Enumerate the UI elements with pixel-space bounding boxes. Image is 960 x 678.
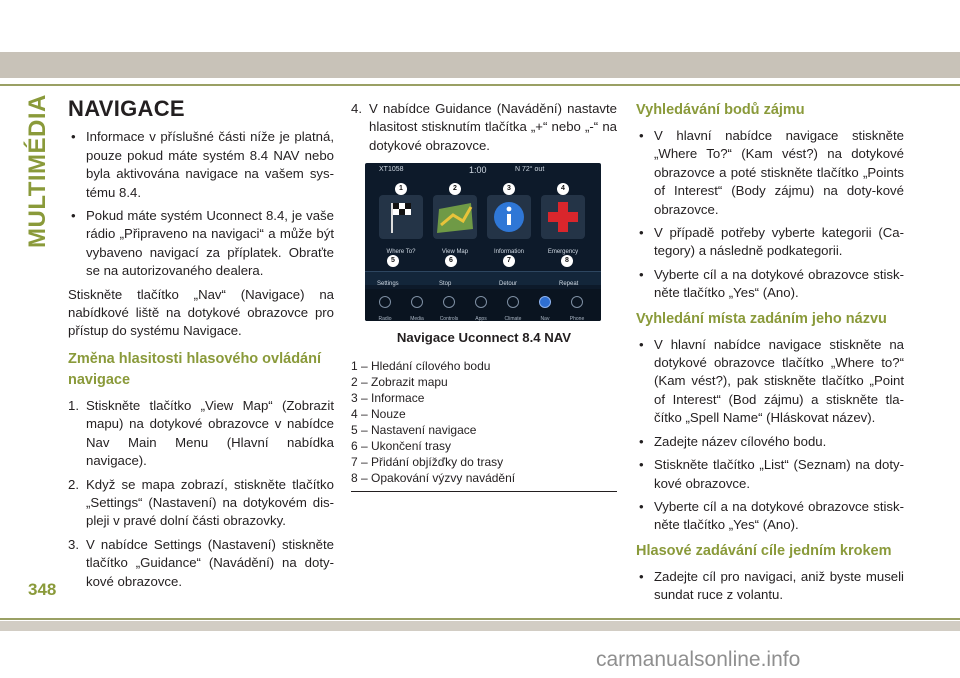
legend-item: 3 – Informace (351, 390, 425, 405)
view-map-icon (433, 195, 477, 239)
list-item: • Zadejte název cílového bodu. (636, 433, 904, 451)
section-title: Změna hlasitosti hlasového ovládání navigace (68, 350, 322, 388)
screen-bottom-menu (365, 289, 601, 321)
tile-label: View Map (441, 249, 469, 256)
footer-band (0, 621, 960, 631)
intro-bullets (68, 128, 334, 280)
list-item: • V hlavní nabídce navigace stiskněte na dotykové obrazovce tlačítko „Where to?“ (Kam vést?), pak stiskněte tlačítko „Point of Interest“ (Bod zájmu) a stiskněte tla-čítko „Spell Name“ (Hláskovat název). (636, 336, 904, 428)
radio-icon (379, 296, 391, 308)
figure-caption: Navigace Uconnect 8.4 NAV (396, 330, 572, 346)
section-bullets (636, 568, 904, 605)
tile-label: Where To? (386, 249, 416, 256)
step-number: 4. (351, 101, 362, 116)
menu-label: Media (410, 316, 424, 322)
action-label: Detour (499, 281, 518, 288)
action-label: Repeat (559, 281, 579, 288)
section-title: Vyhledávání bodů zájmu (636, 102, 805, 118)
callout-marker: 5 (387, 255, 399, 267)
menu-label: Controls (439, 316, 459, 322)
page-title: NAVIGACE (68, 96, 185, 121)
where-to-icon (379, 195, 423, 239)
legend-item: 2 – Zobrazit mapu (351, 374, 448, 389)
apps-icon (475, 296, 487, 308)
menu-label: Radio (378, 316, 392, 322)
steps-list (68, 397, 334, 591)
action-label: Stop (439, 281, 452, 288)
information-icon (487, 195, 531, 239)
list-item (351, 100, 617, 155)
screen-action-bar (365, 271, 601, 288)
list-item (68, 397, 334, 471)
media-icon (411, 296, 423, 308)
callout-marker: 2 (449, 183, 461, 195)
list-item: • Stiskněte tlačítko „List“ (Seznam) na doty-kové obrazovce. (636, 456, 904, 493)
footer-rule (0, 618, 960, 620)
section-bullets (636, 127, 904, 303)
legend-item: 4 – Nouze (351, 406, 406, 421)
legend-item: 6 – Ukončení trasy (351, 438, 452, 453)
step-number: 3. (68, 536, 79, 552)
tile-label: Emergency (547, 249, 579, 256)
legend-item: 5 – Nastavení navigace (351, 422, 477, 437)
list-item: • Vyberte cíl a na dotykové obrazovce stisk-něte tlačítko „Yes“ (Ano). (636, 498, 904, 535)
legend-item: 1 – Hledání cílového bodu (351, 358, 491, 373)
list-item (68, 536, 334, 591)
steps-list-continued (351, 100, 617, 155)
climate-icon (507, 296, 519, 308)
nav-icon (539, 296, 551, 308)
step-number: 2. (68, 476, 79, 492)
status-time: 1:00 (469, 165, 487, 176)
callout-marker: 6 (445, 255, 457, 267)
legend-item: 8 – Opakování výzvy navádění (351, 470, 516, 485)
phone-icon (571, 296, 583, 308)
column-middle (351, 100, 617, 492)
list-item (68, 476, 334, 531)
step-number: 1. (68, 397, 79, 413)
header-band (0, 52, 960, 78)
callout-marker: 7 (503, 255, 515, 267)
step-text: V nabídce Guidance (Navádění) nastavte hlasitost stisknutím tlačítka „+“ nebo „-“ na dotykové obrazovce. (369, 101, 617, 153)
step-text: Stiskněte tlačítko „View Map“ (Zobrazit mapu) na dotykové obrazovce v nabídce Nav Main Menu (Hlavní nabídka navigace). (86, 397, 334, 469)
callout-marker: 3 (503, 183, 515, 195)
step-text: Když se mapa zobrazí, stiskněte tlačítko „Settings“ (Nastavení) na dotykovém dis-pleji v pravé dolní části obrazovky. (86, 476, 334, 529)
section-title: Hlasové zadávání cíle jedním krokem (636, 542, 892, 559)
watermark: carmanualsonline.info (596, 648, 801, 671)
callout-marker: 1 (395, 183, 407, 195)
list-item: • Informace v příslušné části níže je platná, pouze pokud máte systém 8.4 NAV nebo byla aktivována navigace na vašem sys-tému 8.4. (68, 128, 334, 202)
section-bullets (636, 336, 904, 535)
nav-screen-figure (365, 163, 601, 321)
status-compass-temp: N 72° out (515, 166, 545, 174)
legend-item: 7 – Přidání objížďky do trasy (351, 454, 504, 469)
figure-legend (351, 358, 617, 492)
list-item: • V případě potřeby vyberte kategorii (Ca-tegory) a následně podkategorii. (636, 224, 904, 261)
column-right (636, 100, 904, 610)
section-title: Vyhledání místa zadáním jeho názvu (636, 310, 887, 327)
tile-label: Information (493, 249, 524, 256)
controls-icon (443, 296, 455, 308)
status-device: XT1058 (379, 166, 404, 174)
list-item: • Zadejte cíl pro navigaci, aniž byste museli sundat ruce z volantu. (636, 568, 904, 605)
action-label: Settings (377, 281, 399, 288)
callout-marker: 8 (561, 255, 573, 267)
column-left (68, 96, 334, 596)
list-item: • Vyberte cíl a na dotykové obrazovce stisk-něte tlačítko „Yes“ (Ano). (636, 266, 904, 303)
emergency-icon (541, 195, 585, 239)
menu-label: Apps (475, 316, 487, 322)
menu-label: Phone (569, 316, 585, 322)
menu-label: Nav (540, 316, 550, 322)
callout-marker: 4 (557, 183, 569, 195)
chapter-title: MULTIMÉDIA (24, 94, 51, 248)
intro-paragraph: Stiskněte tlačítko „Nav“ (Navigace) na nabídkové liště na dotykové obrazovce pro přístup do systému Navigace. (68, 286, 334, 339)
page-number: 348 (28, 580, 57, 599)
list-item: • V hlavní nabídce navigace stiskněte „Where To?“ (Kam vést?) na dotykové obrazovce a poté stiskněte tlačítko „Points of Interest“ (Body zájmu) na doty-kové obrazovce. (636, 127, 904, 219)
step-text: V nabídce Settings (Nastavení) stiskněte tlačítko „Guidance“ (Navádění) na doty-kové obrazovce. (86, 536, 334, 589)
menu-label: Climate (504, 316, 522, 322)
screen-status-bar (365, 163, 601, 177)
header-rule (0, 84, 960, 86)
list-item: • Pokud máte systém Uconnect 8.4, je vaše rádio „Připraveno na navigaci“ a může být vybaveno navigací za příplatek. Obraťte se na autorizovaného dealera. (68, 207, 334, 281)
